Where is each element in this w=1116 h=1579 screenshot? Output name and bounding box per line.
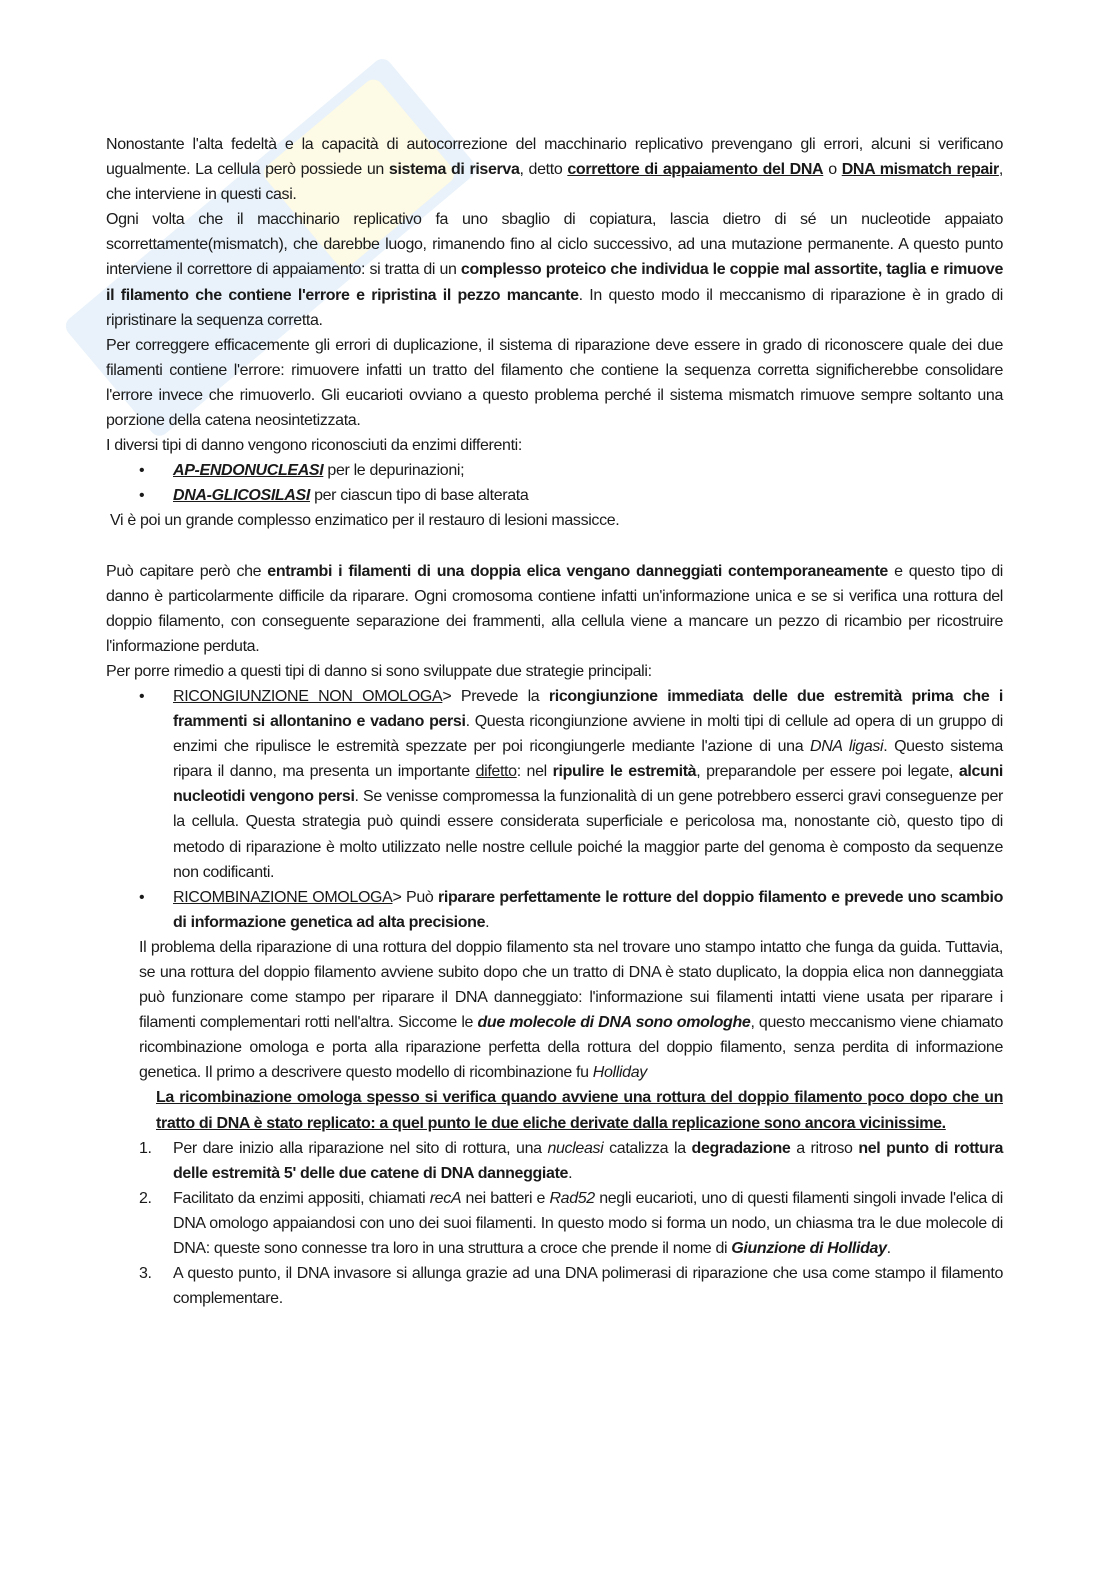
text-run: > Può (392, 888, 439, 906)
list-item (139, 684, 1004, 885)
text-run: . (568, 1164, 573, 1182)
text-run: Nonostante l'alta fedeltà e la capacità di autocorrezione del macchinario replicativo prevengano gli errori, alcuni si verificano ugualmente. La cellula però possiede un (106, 136, 1003, 179)
text-run: Holliday (592, 1064, 647, 1082)
list-item (139, 483, 1003, 508)
text-run: negli eucarioti, uno di questi filamenti singoli invade l'elica di DNA omologo appaiandosi con uno dei suoi filamenti. In questo modo si forma un nodo, un chiasma tra le due molecole di DNA: queste sono connesse tra loro in una struttura a croce che prende il nome di (173, 1189, 1003, 1258)
list-item (139, 1261, 1003, 1311)
paragraph (106, 433, 1003, 458)
text-run: ricongiunzione immediata delle due estremità prima che i frammenti si allontanino e vadano persi (173, 687, 1003, 731)
text-run: nucleasi (547, 1139, 604, 1157)
list-marker: • (139, 487, 145, 505)
text-run: . Questo sistema ripara il danno, ma presenta un importante (173, 738, 1003, 781)
text-run: entrambi i filamenti di una doppia elica vengano danneggiati contemporaneamente (267, 562, 888, 580)
list-marker: • (139, 687, 145, 705)
text-run: La ricombinazione omologa spesso si verifica quando avviene una rottura del doppio filamento poco dopo che un tratto di DNA è stato replicato: a quel punto le due eliche derivate dalla replicazione sono ancora vicinissime. (156, 1089, 1003, 1132)
text-run: e questo tipo di danno è particolarmente difficile da riparare. Ogni cromosoma contiene infatti un'informazione unica e se si verifica una rottura del doppio filamento, con conseguente separazione dei frammenti, alla cellula viene a mancare un pezzo di ricambio per ricostruire l'informazione perduta. (106, 562, 1003, 655)
list-item (139, 458, 1003, 483)
paragraph (106, 559, 1003, 659)
text-run: DNA mismatch repair (841, 161, 999, 179)
text-run: Rad52 (549, 1189, 595, 1207)
paragraph (106, 659, 1003, 684)
text-run: . Questa ricongiunzione avviene in molti tipi di cellule ad opera di un gruppo di enzimi che ripulisce le estremità spezzate per poi ricongiungerle mediante l'azione di una (173, 713, 1003, 756)
text-run: riparare perfettamente le rotture del doppio filamento e prevede uno scambio di informazione genetica ad alta precisione (173, 888, 1003, 931)
text-run: Per dare inizio alla riparazione nel sito di rottura, una (173, 1139, 548, 1157)
list-item (139, 885, 1003, 935)
text-run: difetto (475, 763, 517, 781)
text-run: Giunzione di Holliday (731, 1240, 887, 1258)
text-run: , preparandole per essere poi legate, (696, 763, 959, 781)
text-run: A questo punto, il DNA invasore si allunga grazie ad una DNA polimerasi di riparazione che usa come stampo il filamento complementare. (173, 1265, 1003, 1308)
text-run: sistema di riserva (388, 161, 520, 179)
list-marker: • (139, 462, 145, 480)
text-run: correttore di appaiamento del DNA (567, 161, 824, 179)
text-run: , detto (519, 161, 568, 179)
text-run: catalizza la (603, 1139, 692, 1157)
text-run: o (823, 161, 842, 179)
text-run: recA (429, 1189, 462, 1207)
text-run: DNA-GLICOSILASI (173, 487, 310, 505)
text-run: complesso proteico che individua le coppie mal assortite, taglia e rimuove il filamento che contiene l'errore e ripristina il pezzo mancante (106, 261, 1003, 304)
text-run: . Se venisse compromessa la funzionalità di un gene potrebbero esserci gravi conseguenze per la cellula. Questa strategia può quindi essere considerata superficiale e pericolosa ma, nonostante ciò, questo tipo di metodo di riparazione è molto utilizzato nelle nostre cellule poiché la maggior parte del genoma è composto da sequenze non codificanti. (173, 788, 1004, 881)
list-item (139, 1186, 1003, 1261)
text-run: I diversi tipi di danno vengono riconosciuti da enzimi differenti: (106, 437, 522, 455)
paragraph (106, 207, 1003, 332)
document-page (106, 132, 1003, 1311)
text-run: Il problema della riparazione di una rottura del doppio filamento sta nel trovare uno stampo intatto che funga da guida. Tuttavia, se una rottura del doppio filamento avviene subito dopo che un tratto di DNA è stato duplicato, la doppia elica non danneggiata può funzionare come stampo per riparare il DNA danneggiato: l'informazione sui filamenti intatti viene usata per riparare i filamenti complementari rotti nell'altra. Siccome le (139, 938, 1003, 1032)
list-item (139, 1136, 1004, 1186)
blank-line (106, 534, 1003, 559)
paragraph (110, 508, 1003, 533)
text-run: a ritroso (790, 1139, 859, 1157)
text-run: Vi è poi un grande complesso enzimatico per il restauro di lesioni massicce. (110, 512, 620, 530)
list-marker: • (139, 888, 145, 906)
text-run: . (485, 913, 490, 931)
paragraph (139, 935, 1003, 1086)
text-run: per le depurinazioni; (323, 462, 465, 480)
text-run: due molecole di DNA sono omologhe (477, 1014, 751, 1032)
text-run: . In questo modo il meccanismo di riparazione è in grado di ripristinare la sequenza corretta. (106, 286, 1003, 329)
text-run: per ciascun tipo di base alterata (309, 487, 529, 505)
text-run: ripulire le estremità (552, 763, 697, 781)
text-run: nei batteri e (461, 1189, 550, 1207)
text-run: AP-ENDONUCLEASI (173, 462, 324, 480)
text-run: RICOMBINAZIONE OMOLOGA (173, 888, 393, 906)
text-run: Ogni volta che il macchinario replicativo fa uno sbaglio di copiatura, lascia dietro di sé un nucleotide appaiato scorrettamente(mismatch), che darebbe luogo, rimanendo fino al ciclo successivo, ad una mutazione permanente. A questo punto interviene il correttore di appaiamento: si tratta di un (106, 211, 1003, 279)
paragraph (106, 132, 1003, 207)
text-run: degradazione (691, 1139, 791, 1157)
text-run: Per correggere efficacemente gli errori di duplicazione, il sistema di riparazione deve essere in grado di riconoscere quale dei due filamenti contiene l'errore: rimuovere infatti un tratto del filamento che contiene la sequenza corretta significherebbe consolidare l'errore invece che rimuoverlo. Gli eucarioti ovviano a questo problema perché il sistema mismatch rimuove sempre soltanto una porzione della catena neosintetizzata. (106, 336, 1003, 430)
list-marker: 2. (139, 1189, 152, 1207)
text-run: Facilitato da enzimi appositi, chiamati (173, 1189, 430, 1207)
text-run: : nel (516, 763, 553, 781)
text-run: , questo meccanismo viene chiamato ricombinazione omologa e porta alla riparazione perfetta della rottura del doppio filamento, senza perdita di informazione genetica. Il primo a descrivere questo modello di ricombinazione fu (139, 1014, 1004, 1082)
text-run: alcuni nucleotidi vengono persi (173, 763, 1004, 806)
text-run: , che interviene in questi casi. (106, 161, 1004, 204)
paragraph (156, 1085, 1003, 1135)
text-run: nel punto di rottura delle estremità 5' delle due catene di DNA danneggiate (173, 1139, 1004, 1182)
list-marker: 1. (139, 1139, 152, 1157)
text-run: > Prevede la (442, 687, 549, 705)
text-run: RICONGIUNZIONE NON OMOLOGA (173, 687, 443, 705)
text-run: . (886, 1240, 891, 1258)
text-run: DNA ligasi (810, 738, 884, 756)
paragraph (106, 333, 1003, 433)
text-run: Per porre rimedio a questi tipi di danno si sono sviluppate due strategie principali: (106, 662, 652, 680)
text-run: Può capitare però che (106, 562, 268, 580)
list-marker: 3. (139, 1265, 152, 1283)
